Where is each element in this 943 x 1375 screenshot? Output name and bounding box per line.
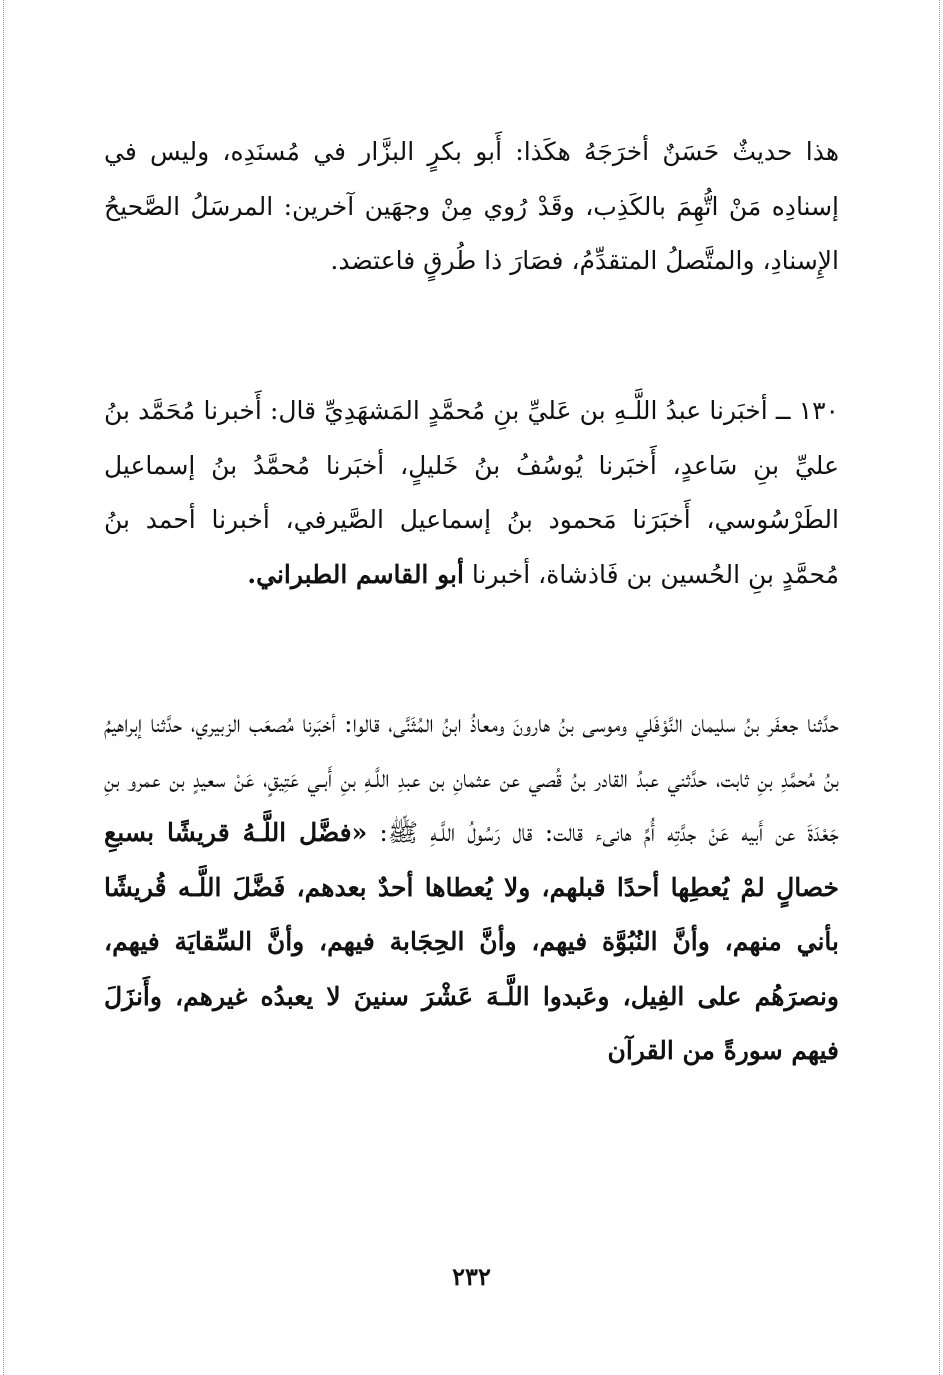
page-number: ٢٣٢ xyxy=(452,1262,491,1291)
paragraph-text: ١٣٠ ــ أخبَرنا عبدُ اللَّـهِ بن عَليِّ بنِ مُحمَّدٍ المَشهَدِيِّ قال: أَخبرنا مُحَمَّد بنُ عليِّ بنِ سَاعدٍ، أَخبَرنا يُوسُفُ بنُ خَليلٍ، أخبَرنا مُحمَّدُ بنُ إسماعيل الطَرْسُوسي، أَخبَرَنا مَحمود بنُ إسماعيل الصَّيرفي، أخبرنا أحمد بنُ مُحمَّدٍ بنِ الحُسين بن فَاذشاة، أخبرنا xyxy=(104,396,839,589)
paragraph-bold-text: «فضَّل اللَّـهُ قريشًا بسبعِ خصالٍ لمْ يُعطِها أحدًا قبلهم، ولا يُعطاها أحدٌ بعدهم، فَضَّلَ اللَّـه قُريشًا بأني منهم، وأنَّ النُبُوَّة فيهم، وأنَّ الحِجَابة فيهم، وأنَّ السِّقايَة فيهم، ونصرَهُم على الفِيل، وعَبدوا اللَّـهَ عَشْرَ سنينَ لا يعبدُه غيرهم، وأَنزَلَ فيهم سورةً من القرآن xyxy=(104,818,839,1065)
paragraph-hadith-text xyxy=(104,697,839,1079)
left-page-edge xyxy=(3,0,4,1375)
paragraph-isnad-130 xyxy=(104,384,839,602)
paragraph-hadith-commentary xyxy=(104,125,839,289)
paragraph-text: هذا حديثٌ حَسَنٌ أخرَجَهُ هكَذا: أَبو بكرٍ البزَّار في مُسنَدِه، وليس في إسنادِه مَنْ اتُّهِمَ بالكَذِب، وقَدْ رُوي مِنْ وجهَين آخرين: المرسَلُ الصَّحيحُ الإِسنادِ، والمتَّصلُ المتقدِّمُ، فصَارَ ذا طُرقٍ فاعتضد. xyxy=(104,137,839,275)
right-page-edge xyxy=(939,0,940,1375)
paragraph-bold-text: أبو القاسم الطبراني. xyxy=(247,559,464,589)
paragraph-text: حدَّثنا جعفَر بنُ سليمان النَّوْفَلي وموسى بنُ هارونَ ومعاذُ ابنُ المُثَنَّى، قالوا: أخبَرنا مُصعَب الزبيري، حدَّثنا إبراهيمُ بنُ مُحمَّدِ بنِ ثابت، حدَّثني عبدُ القادر بنُ قُصي عن عثمانِ بن عبدِ اللَّـهِ بنِ أَبـي عَتِيقٍ، عَنْ سعيدٍ بن عمرو بنِ جَعْدَةَ عن أَبيه عَنْ جدَّتِه أُمِّ هانىء قالت: قال رَسُولُ اللَّـهِ ﷺ: xyxy=(104,709,840,847)
